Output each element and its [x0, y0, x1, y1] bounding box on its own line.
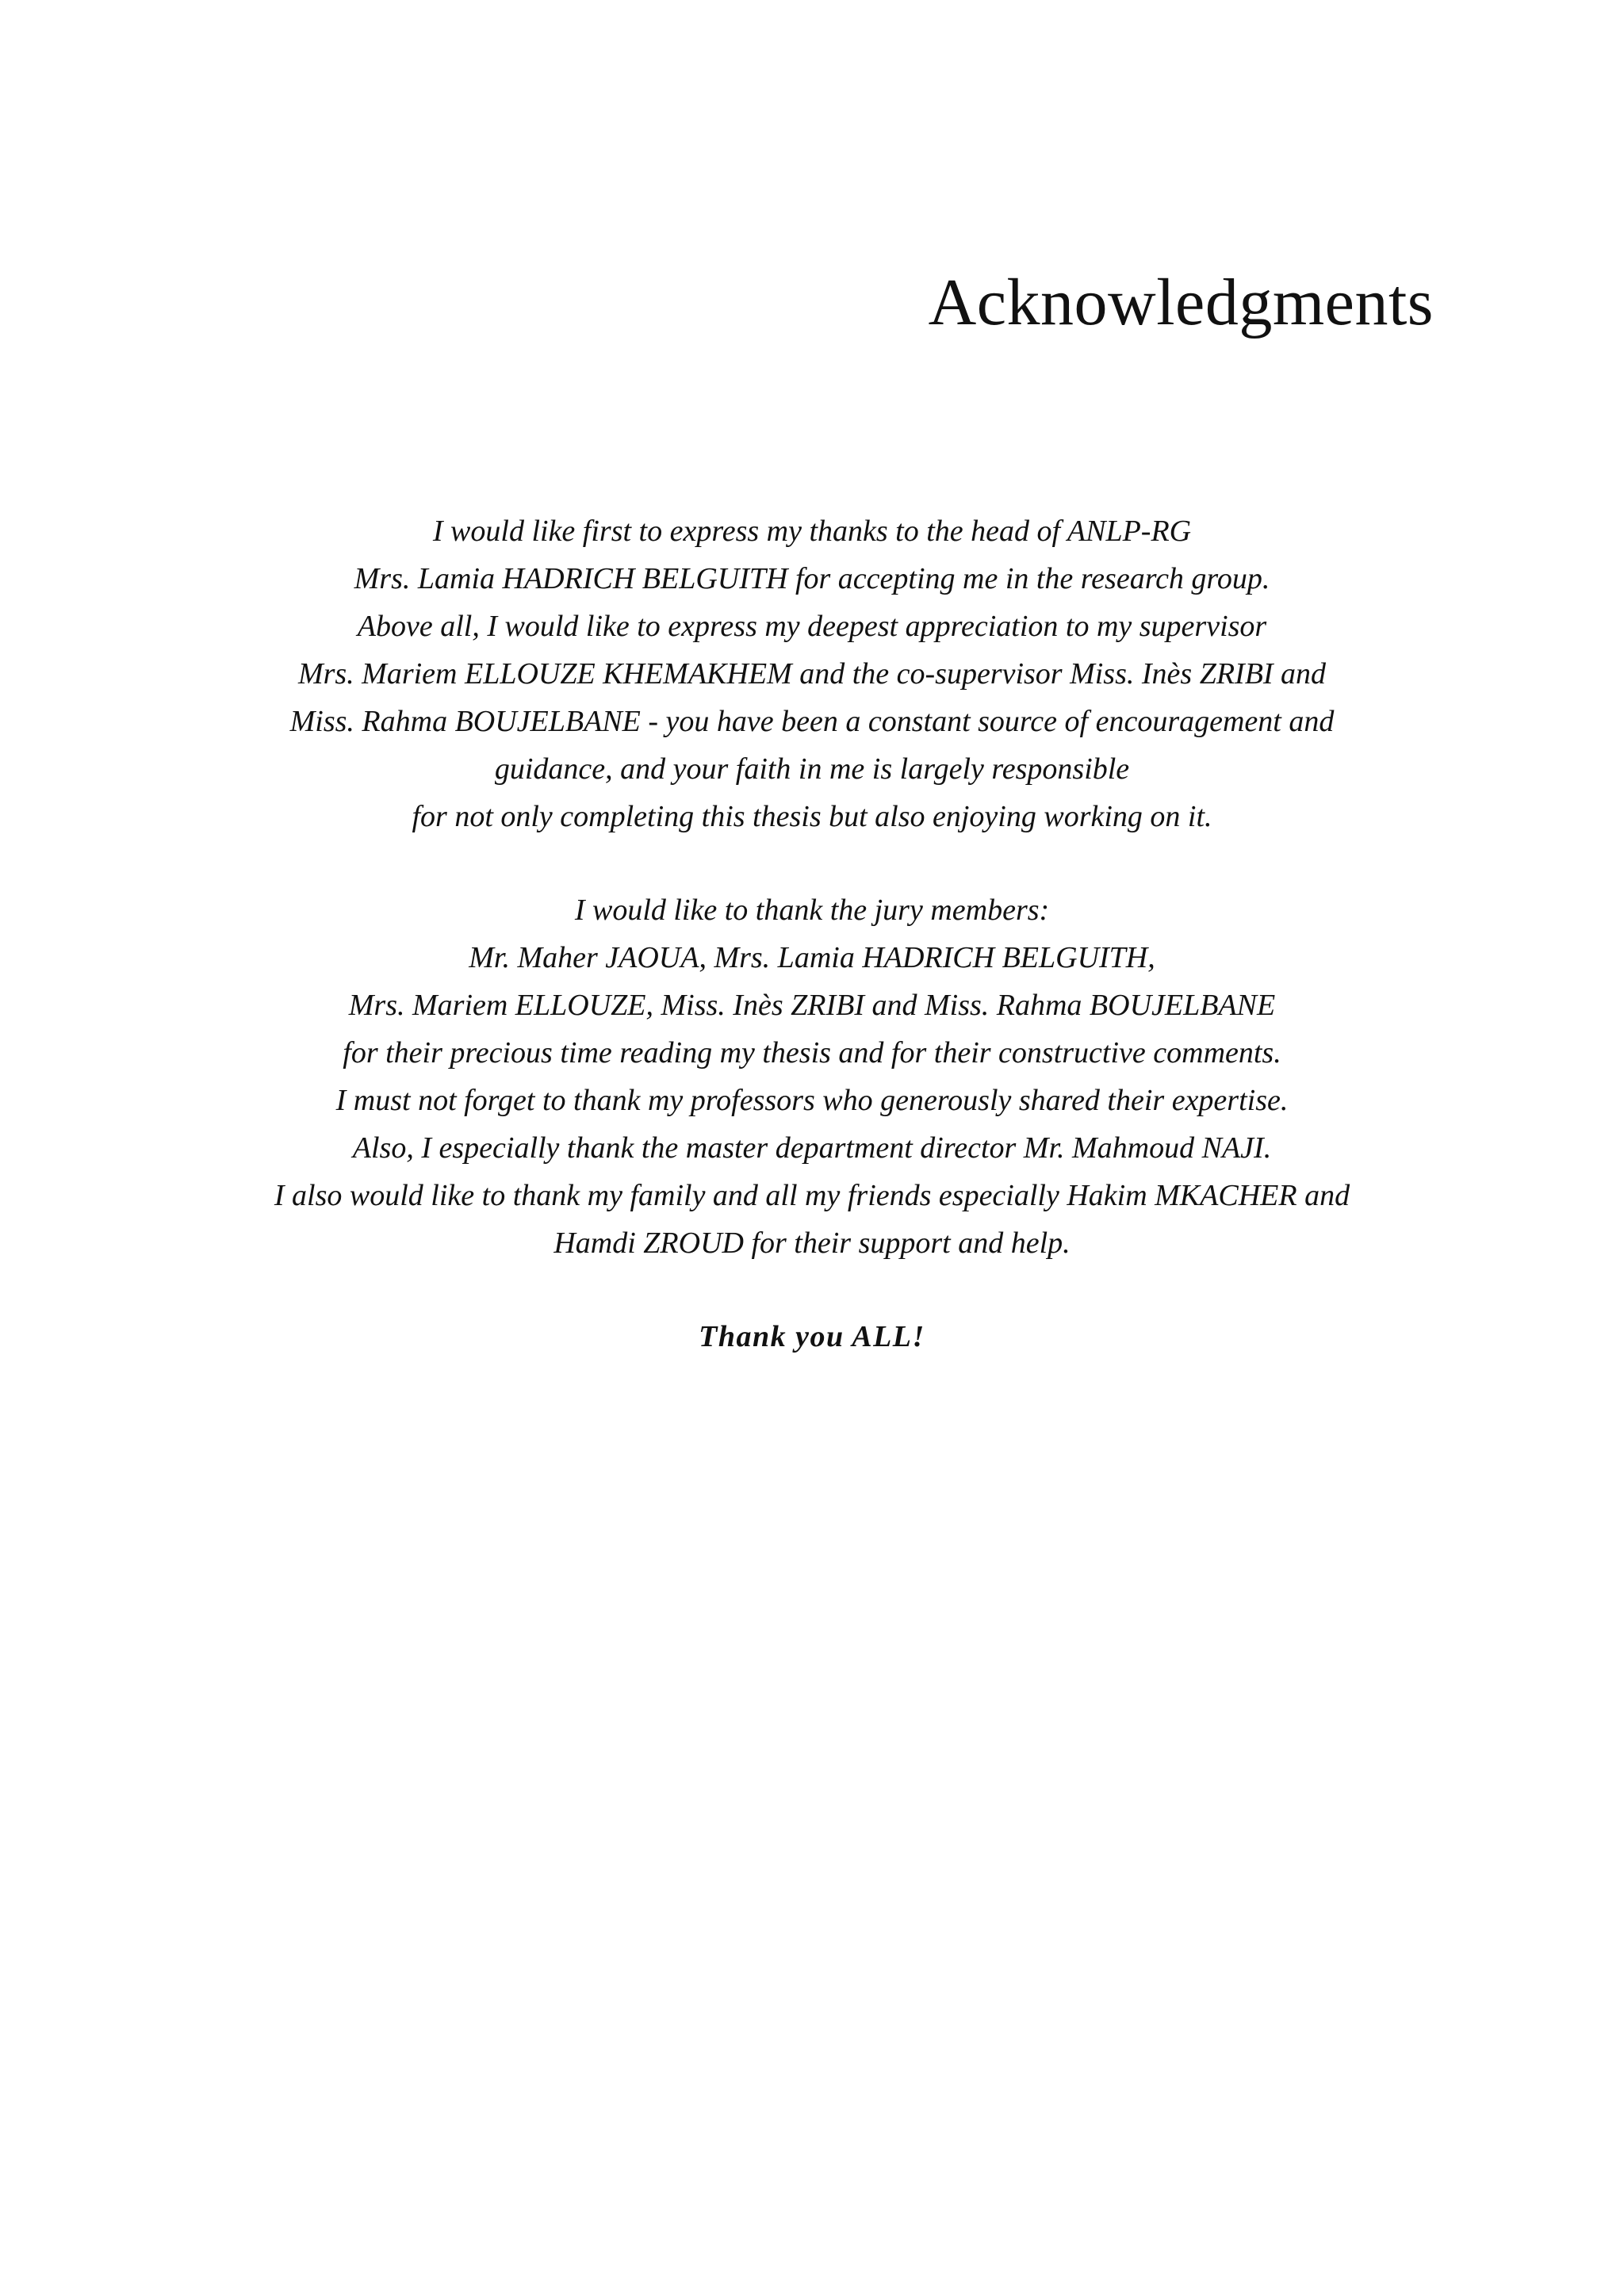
text-line: Mrs. Mariem ELLOUZE, Miss. Inès ZRIBI and Miss. Rahma BOUJELBANE — [348, 989, 1276, 1022]
text-line: for their precious time reading my thesis and for their constructive comments. — [343, 1036, 1281, 1070]
paragraph-jury-and-family — [79, 886, 1545, 1267]
text-line: for not only completing this thesis but also enjoying working on it. — [412, 800, 1212, 833]
text-line: Above all, I would like to express my deepest appreciation to my supervisor — [357, 610, 1267, 643]
text-line: I must not forget to thank my professors who generously shared their expertise. — [335, 1084, 1289, 1117]
text-line: Mr. Maher JAOUA, Mrs. Lamia HADRICH BELGUITH, — [469, 941, 1155, 974]
text-line: guidance, and your faith in me is largely responsible — [494, 752, 1130, 786]
text-line: Hamdi ZROUD for their support and help. — [553, 1226, 1071, 1260]
text-line: I also would like to thank my family and all my friends especially Hakim MKACHER and — [274, 1179, 1350, 1212]
acknowledgments-body — [79, 507, 1545, 1360]
text-line: Mrs. Lamia HADRICH BELGUITH for accepting me in the research group. — [354, 562, 1270, 595]
page-title: Acknowledgments — [928, 266, 1434, 339]
text-line: I would like to thank the jury members: — [574, 894, 1050, 927]
text-line: I would like first to express my thanks to the head of ANLP-RG — [432, 515, 1192, 548]
text-line: Mrs. Mariem ELLOUZE KHEMAKHEM and the co-supervisor Miss. Inès ZRIBI and — [297, 657, 1327, 691]
closing-line: Thank you ALL! — [699, 1320, 925, 1353]
paragraph-supervisors — [79, 507, 1545, 840]
text-line: Miss. Rahma BOUJELBANE - you have been a constant source of encouragement and — [289, 705, 1335, 738]
text-line: Also, I especially thank the master department director Mr. Mahmoud NAJI. — [352, 1131, 1272, 1165]
paragraph-spacer — [79, 1267, 1545, 1313]
paragraph-spacer — [79, 840, 1545, 886]
